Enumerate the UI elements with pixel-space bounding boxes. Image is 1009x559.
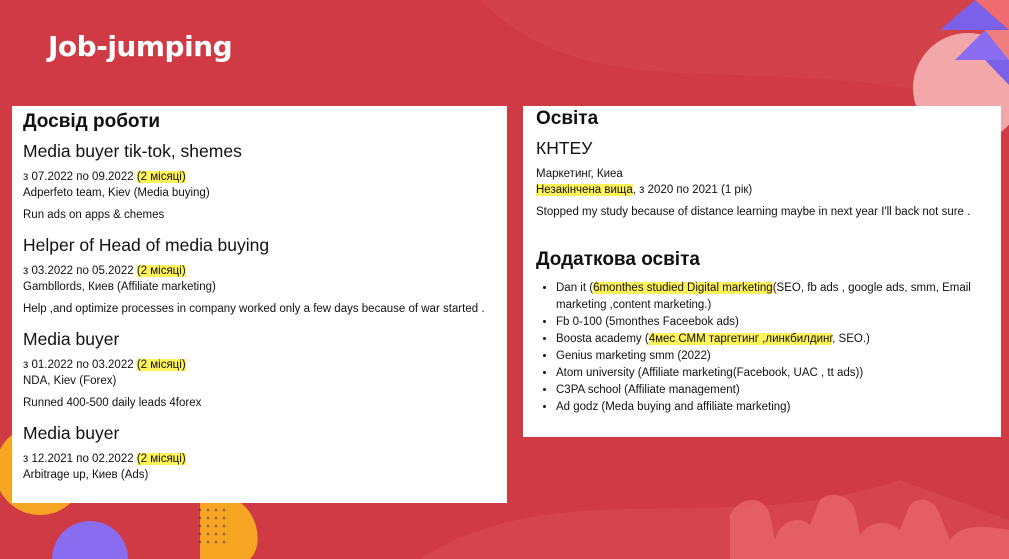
list-item: • Fb 0-100 (5monthes Faceebok ads) <box>556 314 988 331</box>
job-entry <box>23 141 496 223</box>
education-field: Маркетинг, Киеа <box>536 168 623 180</box>
education-status-line <box>536 182 988 198</box>
job-title: Helper of Head of media buying <box>23 235 270 255</box>
job-description: Run ads on apps & chemes <box>23 209 165 221</box>
list-item: • Ad godz (Meda buying and affiliate marketing) <box>556 399 988 416</box>
job-title: Media buyer tik-tok, shemes <box>23 141 242 161</box>
job-entry <box>23 329 496 411</box>
job-company: Adperfeto team, Kiev (Media buying) <box>23 187 210 199</box>
list-item: • C3PA school (Affiliate management) <box>556 382 988 399</box>
list-item: • Dan it (6monthes studied Digital marketing(SEO, fb ads , google ads, smm, Email marketing ,content marketing.) <box>556 280 988 314</box>
education-note: Stopped my study because of distance learning maybe in next year I'll back not sure . <box>536 206 971 218</box>
experience-panel <box>12 106 507 503</box>
list-item: • Atom university (Affiliate marketing(Facebook, UAC , tt ads)) <box>556 365 988 382</box>
job-company: Gambllords, Киев (Affiliate marketing) <box>23 281 216 293</box>
additional-education-heading: Додаткова освіта <box>536 249 700 270</box>
job-period: з 03.2022 по 05.2022 (2 місяці) <box>23 265 186 277</box>
education-period: , з 2020 по 2021 (1 рік) <box>632 184 753 196</box>
list-item: • Genius marketing smm (2022) <box>556 348 988 365</box>
experience-heading: Досвід роботи <box>23 111 161 132</box>
job-description: Help ,and optimize processes in company worked only a few days because of war started . <box>23 303 485 315</box>
education-panel <box>523 106 1001 437</box>
additional-education-list <box>536 280 988 416</box>
education-heading: Освіта <box>536 108 599 129</box>
job-duration: (2 місяці) <box>136 265 186 277</box>
job-company: NDA, Kiev (Forex) <box>23 375 117 387</box>
education-status: Незакінчена вища <box>536 184 633 196</box>
job-period: з 07.2022 по 09.2022 (2 місяці) <box>23 171 186 183</box>
job-period: з 01.2022 по 03.2022 (2 місяці) <box>23 359 186 371</box>
job-duration: (2 місяці) <box>136 359 186 371</box>
job-duration: (2 місяці) <box>136 171 186 183</box>
job-entry <box>23 423 496 483</box>
job-duration: (2 місяці) <box>136 453 186 465</box>
list-item: • Boosta academy (4мес СММ таргетинг ,линкбилдинг, SEO.) <box>556 331 988 348</box>
job-title: Media buyer <box>23 329 120 349</box>
slide-title: Job-jumping <box>48 30 233 63</box>
job-entry <box>23 235 496 317</box>
job-period: з 12.2021 по 02.2022 (2 місяці) <box>23 453 186 465</box>
school-name: КНТЕУ <box>536 138 593 158</box>
job-description: Runned 400-500 daily leads 4forex <box>23 397 202 409</box>
job-company: Arbitrage up, Киев (Ads) <box>23 469 149 481</box>
job-title: Media buyer <box>23 423 120 443</box>
